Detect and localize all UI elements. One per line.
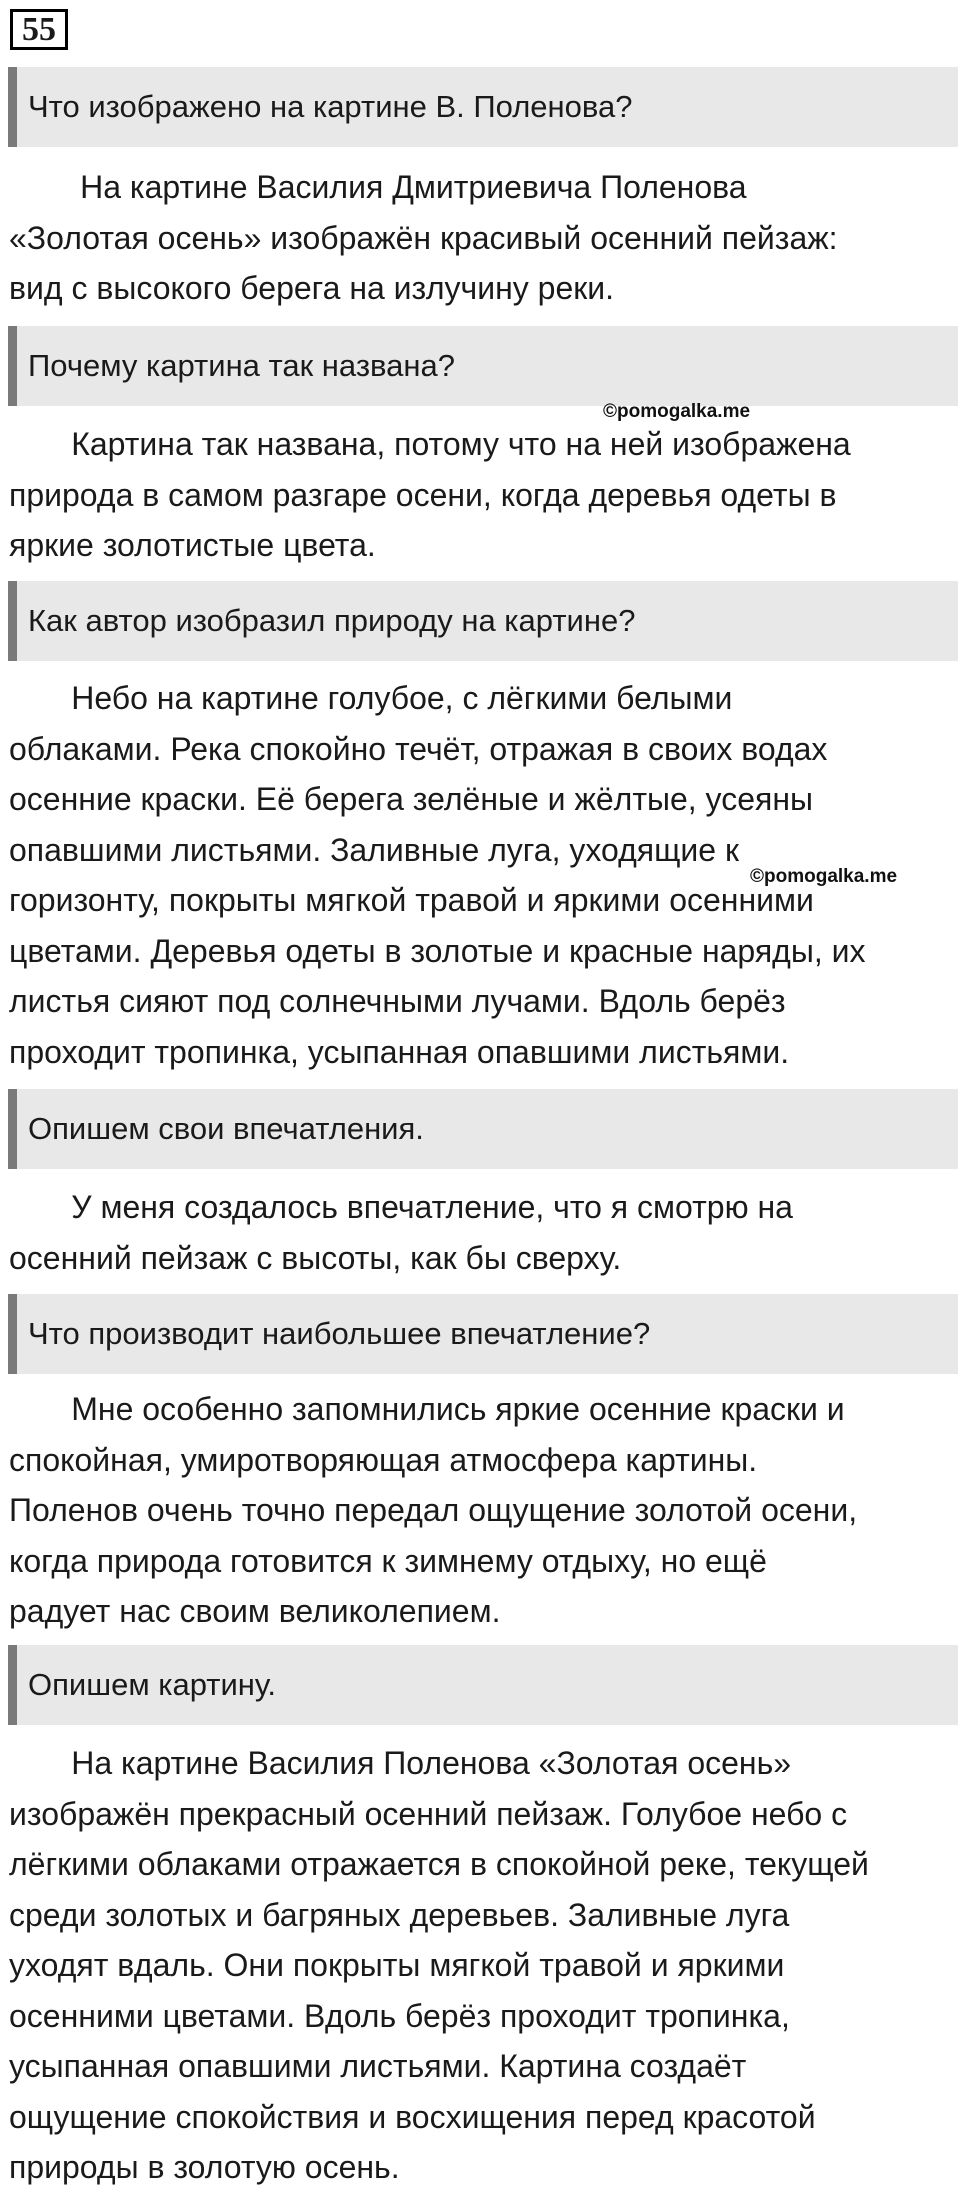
answer-line: уходят вдаль. Они покрыты мягкой травой и яркими (9, 1947, 785, 1983)
answer-line: вид с высокого берега на излучину реки. (9, 270, 614, 306)
answer-line: У меня создалось впечатление, что я смотрю на (9, 1189, 793, 1225)
answer-line: цветами. Деревья одеты в золотые и красные наряды, их (9, 932, 866, 969)
watermark: ©pomogalka.me (750, 866, 898, 887)
answer-line: облаками. Река спокойно течёт, отражая в своих водах (9, 730, 828, 767)
answer-line: Мне особенно запомнились яркие осенние краски и (9, 1391, 845, 1427)
answer-line: радует нас своим великолепием. (9, 1593, 501, 1629)
answer-line: Картина так названа, потому что на ней изображена (9, 426, 851, 462)
answer-line: горизонту, покрыты мягкой травой и яркими осенними (9, 882, 814, 918)
answer-line: среди золотых и багряных деревьев. Заливные луга (9, 1896, 790, 1933)
answer-line: проходит тропинка, усыпанная опавшими листьями. (9, 1033, 790, 1070)
answer-line: природы в золотую осень. (9, 2149, 400, 2185)
answer-line: Поленов очень точно передал ощущение золотой осени, (9, 1492, 858, 1528)
answer-line: осенний пейзаж с высоты, как бы сверху. (9, 1239, 622, 1276)
question-heading: Опишем свои впечатления. (8, 1089, 958, 1169)
answer-line: природа в самом разгаре осени, когда деревья одеты в (9, 476, 837, 513)
answer-paragraph (9, 1384, 954, 1637)
answer-line: Небо на картине голубое, с лёгкими белыми (9, 680, 733, 716)
answer-line: ощущение спокойствия и восхищения перед красотой (9, 2098, 816, 2135)
answer-paragraph (9, 162, 954, 314)
question-heading: Как автор изобразил природу на картине? (8, 581, 958, 661)
answer-line: листья сияют под солнечными лучами. Вдоль берёз (9, 983, 786, 1019)
question-heading: Почему картина так названа? (8, 326, 958, 406)
answer-paragraph (9, 419, 954, 571)
answer-line: На картине Василия Поленова «Золотая осень» (9, 1745, 792, 1781)
answer-line: изображён прекрасный осенний пейзаж. Голубое небо с (9, 1795, 848, 1832)
answer-line: опавшими листьями. Заливные луга, уходящие к (9, 831, 739, 868)
answer-line: яркие золотистые цвета. (9, 527, 376, 563)
answer-line: осенними цветами. Вдоль берёз проходит тропинка, (9, 1997, 790, 2034)
answer-paragraph (9, 1738, 954, 2193)
question-heading: Что изображено на картине В. Поленова? (8, 67, 958, 147)
answer-line: спокойная, умиротворяющая атмосфера картины. (9, 1441, 758, 1478)
answer-line: осенние краски. Её берега зелёные и жёлтые, усеяны (9, 781, 813, 817)
question-heading: Что производит наибольшее впечатление? (8, 1294, 958, 1374)
page-number: 55 (10, 9, 68, 50)
answer-line: усыпанная опавшими листьями. Картина создаёт (9, 2048, 747, 2084)
watermark: ©pomogalka.me (603, 401, 751, 422)
answer-line: лёгкими облаками отражается в спокойной реке, текущей (9, 1846, 869, 1882)
answer-line: На картине Василия Дмитриевича Поленова (9, 169, 747, 205)
question-heading: Опишем картину. (8, 1645, 958, 1725)
answer-paragraph (9, 1182, 954, 1283)
answer-line: «Золотая осень» изображён красивый осенний пейзаж: (9, 219, 838, 256)
answer-line: когда природа готовится к зимнему отдыху, но ещё (9, 1542, 767, 1579)
